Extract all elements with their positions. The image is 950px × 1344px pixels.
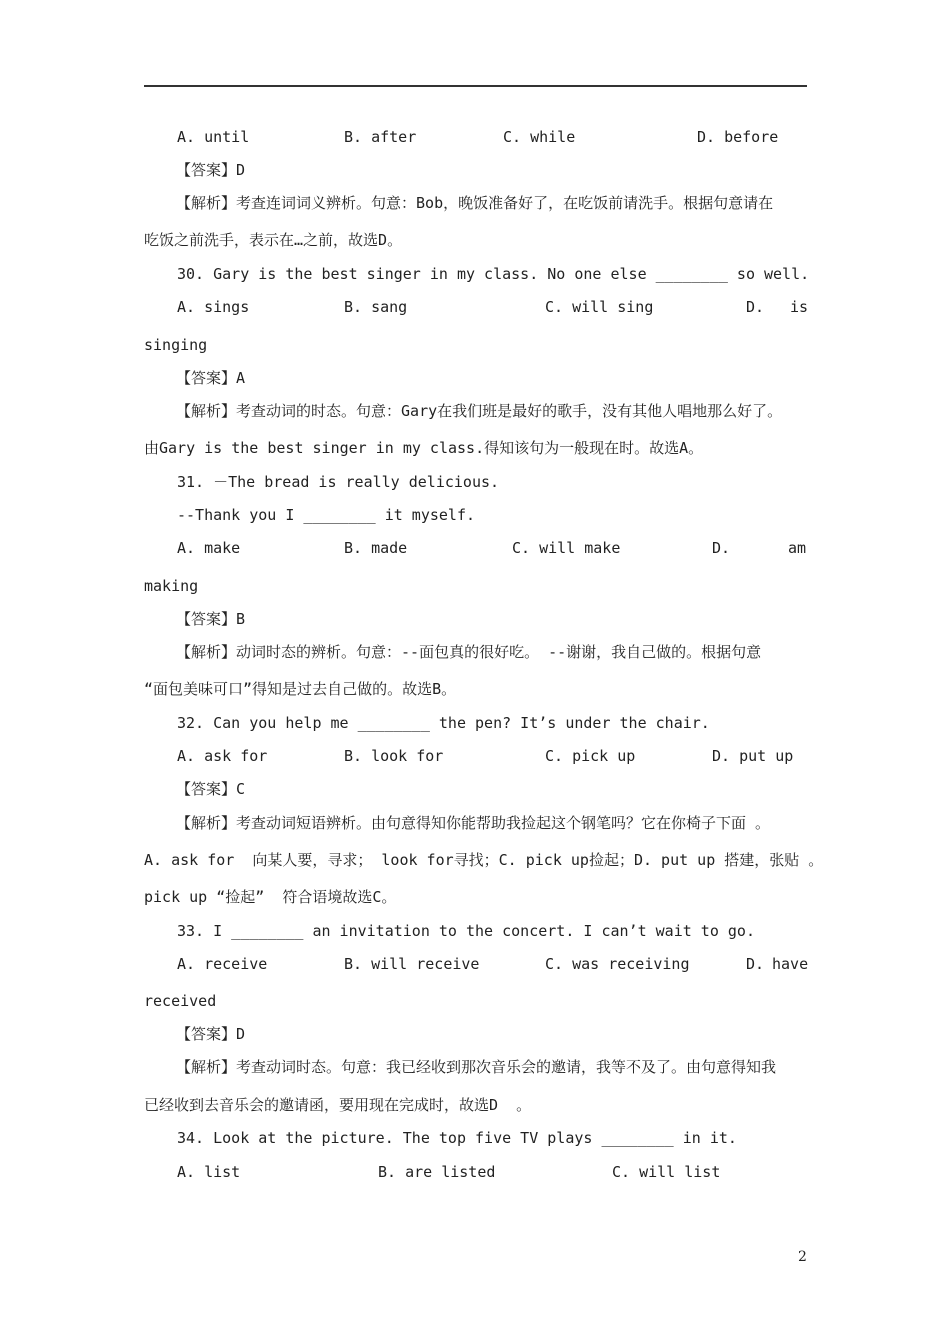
option-d-wrap: am	[788, 539, 807, 557]
explanation-line: 由Gary is the best singer in my class.得知该句为一般现在时。故选A。	[144, 439, 704, 457]
answer-line: 【答案】C	[176, 780, 246, 798]
option-b: B. look for	[344, 747, 444, 765]
option-d: D. before	[697, 128, 779, 146]
option-d: D.	[746, 298, 765, 316]
question-30: 30. Gary is the best singer in my class. No one else ________ so well.	[177, 265, 810, 283]
explanation-line: 【解析】考查动词时态。句意：我已经收到那次音乐会的邀请，我等不及了。由句意得知我	[176, 1058, 777, 1076]
option-a: A. sings	[177, 298, 250, 316]
option-c: C. pick up	[545, 747, 636, 765]
explanation-line: 已经收到去音乐会的邀请函，要用现在完成时，故选D 。	[144, 1096, 532, 1114]
question-34: 34. Look at the picture. The top five TV plays ________ in it.	[177, 1129, 737, 1147]
answer-line: 【答案】D	[176, 161, 246, 179]
option-d: D.	[746, 955, 765, 973]
option-d: D. put up	[712, 747, 794, 765]
explanation-line: “面包美味可口”得知是过去自己做的。故选B。	[144, 680, 457, 698]
option-b: B. are listed	[378, 1163, 496, 1181]
answer-line: 【答案】D	[176, 1025, 246, 1043]
explanation-line: 【解析】考查动词的时态。句意：Gary在我们班是最好的歌手，没有其他人唱地那么好了。	[176, 402, 783, 420]
option-a: A. ask for	[177, 747, 268, 765]
option-c: C. was receiving	[545, 955, 690, 973]
question-31: 31. －The bread is really delicious.	[177, 473, 500, 491]
option-d: D.	[712, 539, 731, 557]
question-32: 32. Can you help me ________ the pen? It’s under the chair.	[177, 714, 710, 732]
explanation-line: pick up “捡起” 符合语境故选C。	[144, 888, 397, 906]
option-c: C. will sing	[545, 298, 654, 316]
option-b: B. made	[344, 539, 408, 557]
option-continuation: making	[144, 577, 199, 595]
explanation-line: 【解析】考查动词短语辨析。由句意得知你能帮助我捡起这个钢笔吗？它在你椅子下面 。	[176, 814, 771, 832]
answer-line: 【答案】A	[176, 369, 246, 387]
answer-line: 【答案】B	[176, 610, 246, 628]
option-c: C. while	[503, 128, 576, 146]
option-b: B. after	[344, 128, 417, 146]
page-number: 2	[798, 1249, 807, 1265]
option-c: C. will make	[512, 539, 621, 557]
header-rule	[144, 85, 807, 87]
explanation-line: 【解析】考查连词词义辨析。句意：Bob，晚饭准备好了，在吃饭前请洗手。根据句意请在	[176, 194, 774, 212]
option-continuation: singing	[144, 336, 208, 354]
explanation-line: 吃饭之前洗手，表示在…之前，故选D。	[144, 231, 403, 249]
question-33: 33. I ________ an invitation to the concert. I can’t wait to go.	[177, 922, 755, 940]
option-c: C. will list	[612, 1163, 721, 1181]
option-a: A. list	[177, 1163, 241, 1181]
option-a: A. make	[177, 539, 241, 557]
explanation-line: A. ask for 向某人要，寻求； look for寻找；C. pick up捡起；D. put up 搭建，张贴 。	[144, 851, 824, 869]
option-d-wrap: is	[790, 298, 809, 316]
option-a: A. until	[177, 128, 250, 146]
option-b: B. will receive	[344, 955, 480, 973]
explanation-line: 【解析】动词时态的辨析。句意：--面包真的很好吃。 --谢谢，我自己做的。根据句意	[176, 643, 762, 661]
option-b: B. sang	[344, 298, 408, 316]
question-31-reply: --Thank you I ________ it myself.	[177, 506, 476, 524]
option-d-wrap: have	[772, 955, 809, 973]
option-a: A. receive	[177, 955, 268, 973]
option-continuation: received	[144, 992, 217, 1010]
